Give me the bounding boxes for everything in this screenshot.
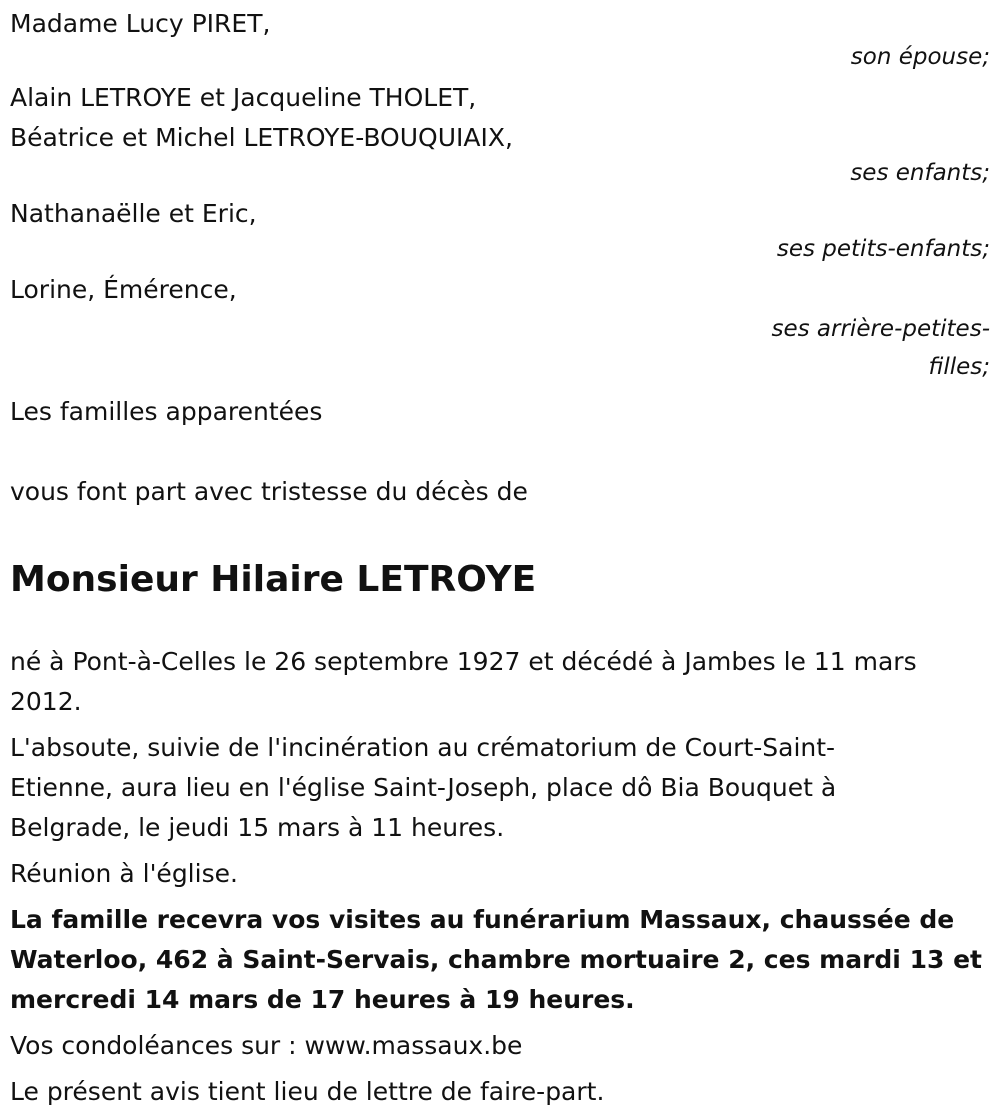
family-name: Lorine, Émérence, <box>10 275 237 304</box>
family-role: ses enfants; <box>850 160 990 186</box>
family-name: Madame Lucy PIRET, <box>10 9 271 38</box>
meeting-paragraph: Réunion à l'église. <box>10 859 238 888</box>
family-group-children <box>10 78 990 188</box>
family-role: son épouse; <box>850 44 990 70</box>
family-group-spouse <box>10 6 990 72</box>
obituary-notice <box>0 6 1000 1106</box>
text-line: Waterloo, 462 à Saint-Servais, chambre mortuaire 2, ces mardi 13 et <box>10 945 982 974</box>
announcement-line: vous font part avec tristesse du décès de <box>10 477 528 506</box>
deceased-name: Monsieur Hilaire LETROYE <box>10 559 537 600</box>
family-name: Alain LETROYE et Jacqueline THOLET, <box>10 83 477 112</box>
family-role: filles; <box>928 354 990 380</box>
text-line: 2012. <box>10 687 82 716</box>
text-line: mercredi 14 mars de 17 heures à 19 heures. <box>10 985 635 1014</box>
text-line: Belgrade, le jeudi 15 mars à 11 heures. <box>10 813 505 842</box>
ceremony-paragraph <box>10 728 990 848</box>
text-line: Etienne, aura lieu en l'église Saint-Joseph, place dô Bia Bouquet à <box>10 773 837 802</box>
condolences-paragraph: Vos condoléances sur : www.massaux.be <box>10 1031 523 1060</box>
notice-paragraph: Le présent avis tient lieu de lettre de faire-part. <box>10 1077 605 1106</box>
family-name: Nathanaëlle et Eric, <box>10 199 257 228</box>
family-name: Béatrice et Michel LETROYE-BOUQUIAIX, <box>10 123 513 152</box>
family-role: ses petits-enfants; <box>776 236 990 262</box>
relatives-line: Les familles apparentées <box>10 397 323 426</box>
family-group-great-grandchildren <box>10 270 990 386</box>
text-line: né à Pont-à-Celles le 26 septembre 1927 et décédé à Jambes le 11 mars <box>10 647 917 676</box>
family-role: ses arrière-petites- <box>771 316 990 342</box>
visits-paragraph <box>10 900 990 1020</box>
birth-death-paragraph <box>10 642 990 722</box>
family-group-grandchildren <box>10 194 990 264</box>
text-line: La famille recevra vos visites au funérarium Massaux, chaussée de <box>10 905 955 934</box>
text-line: L'absoute, suivie de l'incinération au crématorium de Court-Saint- <box>10 733 836 762</box>
